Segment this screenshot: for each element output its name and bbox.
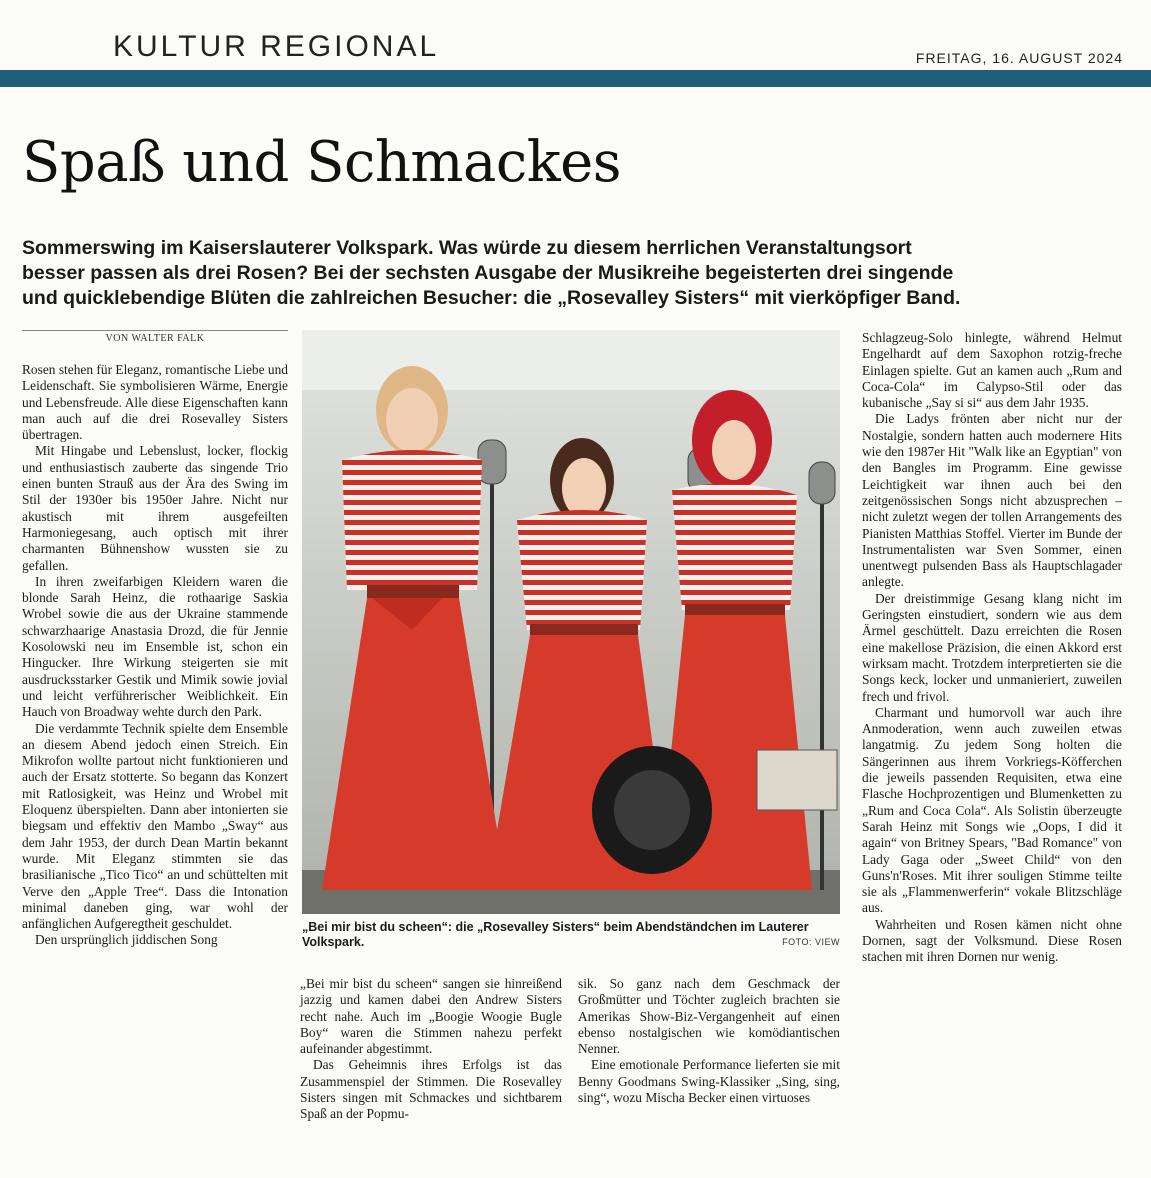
paragraph: Schlagzeug-Solo hinlegte, während Helmut Engelhardt auf dem Saxophon rotzig-freche Einlagen spielte. Gut an kamen auch „Rum and Coca-Cola“ im Calypso-Stil oder das kubanische „Say si si“ aus dem Jahr 1935. — [862, 330, 1122, 411]
section-title: KULTUR REGIONAL — [113, 30, 440, 63]
paragraph: Den ursprünglich jiddischen Song — [35, 932, 218, 948]
paragraph: Der dreistimmige Gesang klang nicht im Geringsten einstudiert, sondern wie aus dem Ärmel geschüttelt. Dazu erreichten die Rosen eine makellose Präzision, die einen Akkord erst wirksam macht. Trotzdem interpretierten sie die Songs keck, locker und unmanieriert, zuweilen frech und frivol. — [862, 590, 1122, 704]
paragraph: sik. So ganz nach dem Geschmack der Großmütter und Töchter zugleich brachten sie Amerikas Show-Biz-Vergangenheit auf einen ebenso nostalgischen wie komödiantischen Nenner. — [578, 976, 840, 1057]
lead-paragraph — [22, 236, 1142, 311]
paragraph: Eine emotionale Performance lieferten sie mit Benny Goodmans Swing-Klassiker „Sing, sing, sing“, wozu Mischa Becker einen virtuoses — [578, 1057, 840, 1106]
paragraph: Die verdammte Technik spielte dem Ensemble an diesem Abend jedoch einen Streich. Ein Mikrofon wollte partout nicht funktionieren und auch der Ersatz stotterte. So begann das Konzert mit Ratlosigkeit, was Heinz und Wrobel mit Eloquenz überspielten. Dann aber intonierten sie biegsam und effektiv den Mambo „Sway“ aus dem Jahr 1953, der durch Dean Martin bekannt wurde. Mit Eleganz stimmten sie das brasilianische „Tico Tico“ an und schüttelten mit Verve den „Apple Tree“. Dass die Intonation minimal daneben ging, war wohl der anfänglichen Aufgeregtheit geschuldet. — [22, 720, 288, 932]
paragraph: „Bei mir bist du scheen“ sangen sie hinreißend jazzig und kamen dabei den Andrew Sisters recht nahe. Auch im „Boogie Woogie Bugle Boy“ waren die Stimmen nahezu perfekt aufeinander abgestimmt. — [300, 976, 562, 1057]
paragraph: Charmant und humorvoll war auch ihre Anmoderation, wenn auch zuweilen etwas langatmig. Zu jedem Song holten die Sängerinnen aus ihrem Vorkriegs-Köfferchen die jeweils passenden Requisiten, etwa eine Flasche Hochprozentigen und Blumenketten zu „Rum and Coca Cola“. Als Solistin überzeugte Sarah Heinz mit Songs wie „Oops, I did it again“ von Britney Spears, "Bad Romance" von Lady Gaga oder „Sweet Child“ von den Guns'n'Roses. Mit ihrer souligen Stimme teilte sie als „Flammenwerferin“ vokale Blitzschläge aus. — [862, 704, 1122, 916]
lead-line: und quicklebendige Blüten die zahlreichen Besucher: die „Rosevalley Sisters“ mit vierköpfiger Band. — [22, 287, 961, 309]
singers-illustration — [302, 330, 840, 914]
paragraph: Die Ladys frönten aber nicht nur der Nostalgie, sondern hatten auch modernere Hits wie den 1987er Hit "Walk like an Egyptian" von den Bangles im Programm. Eine gewisse Leichtigkeit war ihnen auch bei den zeitgenössischen Songs nicht abzusprechen – nicht zuletzt wegen der tollen Arrangements des Pianisten Matthias Stoffel. Vierter im Bunde der Instrumentalisten war Sven Sommer, einen unentwegt pulsenden Bass als Hauptschlagader anlegte. — [862, 411, 1122, 590]
byline-rule — [22, 330, 288, 331]
paragraph: Das Geheimnis ihres Erfolgs ist das Zusammenspiel der Stimmen. Die Rosevalley Sisters singen mit Schmackes und sichtbarem Spaß an der Popmu- — [300, 1057, 562, 1122]
issue-date: FREITAG, 16. AUGUST 2024 — [915, 50, 1123, 66]
photo-credit: FOTO: VIEW — [782, 937, 840, 947]
paragraph: Wahrheiten und Rosen kämen nicht ohne Dornen, sagt der Volksmund. Diese Rosen stachen mit ihren Dornen nur wenig. — [862, 916, 1122, 965]
article-column-1 — [22, 362, 288, 949]
article-column-2 — [300, 976, 562, 1123]
header-bar — [0, 70, 1151, 87]
lead-line: Sommerswing im Kaiserslauterer Volkspark. Was würde zu diesem herrlichen Veranstaltungsort — [22, 237, 912, 259]
paragraph: Rosen stehen für Eleganz, romantische Liebe und Leidenschaft. Sie symbolisieren Wärme, Energie und Lebensfreude. Alle diese Eigenschaften kann man auch auf die drei Rosevalley Sisters übertragen. — [22, 362, 288, 443]
caption-text: „Bei mir bist du scheen“: die „Rosevalley Sisters“ beim Abendständchen im Lauterer Volkspark. — [302, 920, 809, 949]
concert-photo — [302, 330, 840, 914]
paragraph: In ihren zweifarbigen Kleidern waren die blonde Sarah Heinz, die rothaarige Saskia Wrobel sowie die aus der Ukraine stammende schwarzhaarige Anastasia Drozd, die für Jennie Kosolowski neu im Ensemble ist, schon ein Hingucker. Ihre Wirkung steigerten sie mit ausdrucksstarker Gestik und Mimik sowie jovial und leicht verführerischer Weiblichkeit. Ein Hauch von Broadway wehte durch den Park. — [22, 573, 288, 720]
photo-caption — [302, 920, 840, 950]
article-column-4 — [862, 330, 1122, 966]
byline: VON WALTER FALK — [105, 333, 205, 344]
page-edge — [0, 310, 4, 1130]
paragraph: Mit Hingabe und Lebenslust, locker, flockig und enthusiastisch zauberte das singende Trio einen bunten Strauß aus der Ära des Swing im Stil der 1930er bis 1950er Jahre. Nicht nur akustisch mit ihrem ausgefeilten Harmoniegesang, auch optisch mit ihrer charmanten Bühnenshow wussten sie zu gefallen. — [22, 443, 288, 573]
lead-line: besser passen als drei Rosen? Bei der sechsten Ausgabe der Musikreihe begeisterten drei singende — [22, 262, 954, 284]
article-column-3 — [578, 976, 840, 1106]
headline: Spaß und Schmackes — [22, 130, 622, 195]
